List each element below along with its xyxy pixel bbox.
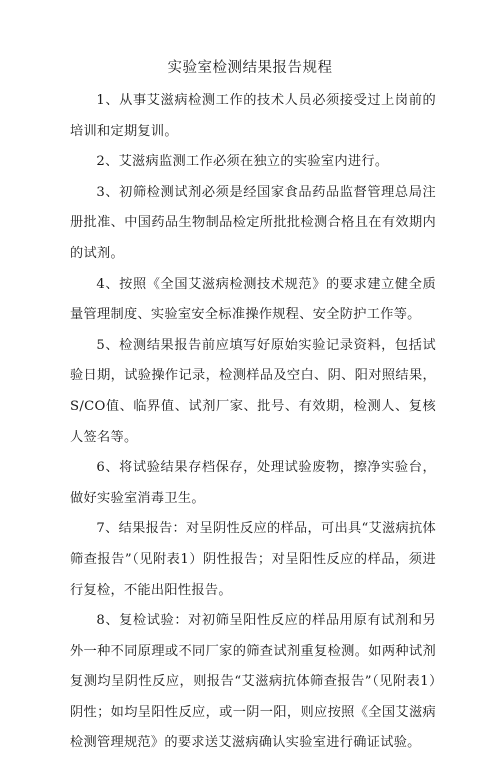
- paragraph-2: 2、艾滋病监测工作必须在独立的实验室内进行。: [96, 154, 389, 170]
- paragraph-5: 5、检测结果报告前应填写好原始实验记录资料，包括试验日期，试验操作记录，检测样品及空白、阴、阳对照结果，S/CO值、临界值、试剂厂家、批号、有效期，检测人、复核人签名等。: [70, 337, 436, 445]
- paragraph-4: 4、按照《全国艾滋病检测技术规范》的要求建立健全质量管理制度、实验室安全标准操作规程、安全防护工作等。: [70, 276, 436, 323]
- paragraph-7: 7、结果报告：对呈阴性反应的样品，可出具“艾滋病抗体筛查报告”（见附表1）阴性报告；对呈阳性反应的样品，须进行复检，不能出阳性报告。: [70, 521, 436, 598]
- paragraph-1: 1、从事艾滋病检测工作的技术人员必须接受过上岗前的培训和定期复训。: [70, 93, 436, 139]
- paragraph-8: 8、复检试验：对初筛呈阳性反应的样品用原有试剂和另外一种不同原理或不同厂家的筛查试剂重复检测。如两种试剂复测均呈阴性反应，则报告“艾滋病抗体筛查报告”（见附表1）阴性；如均呈阳性反应，或一阴一阳，则应按照《全国艾滋病检测管理规范》的要求送艾滋病确认实验室进行确证试验。: [70, 613, 436, 751]
- paragraph-3: 3、初筛检测试剂必须是经国家食品药品监督管理总局注册批准、中国药品生物制品检定所批批检测合格且在有效期内的试剂。: [70, 184, 436, 261]
- paragraph-6: 6、将试验结果存档保存，处理试验废物，擦净实验台，做好实验室消毒卫生。: [70, 460, 436, 506]
- document-title: 实验室检测结果报告规程: [167, 60, 333, 76]
- document-body: [70, 86, 436, 759]
